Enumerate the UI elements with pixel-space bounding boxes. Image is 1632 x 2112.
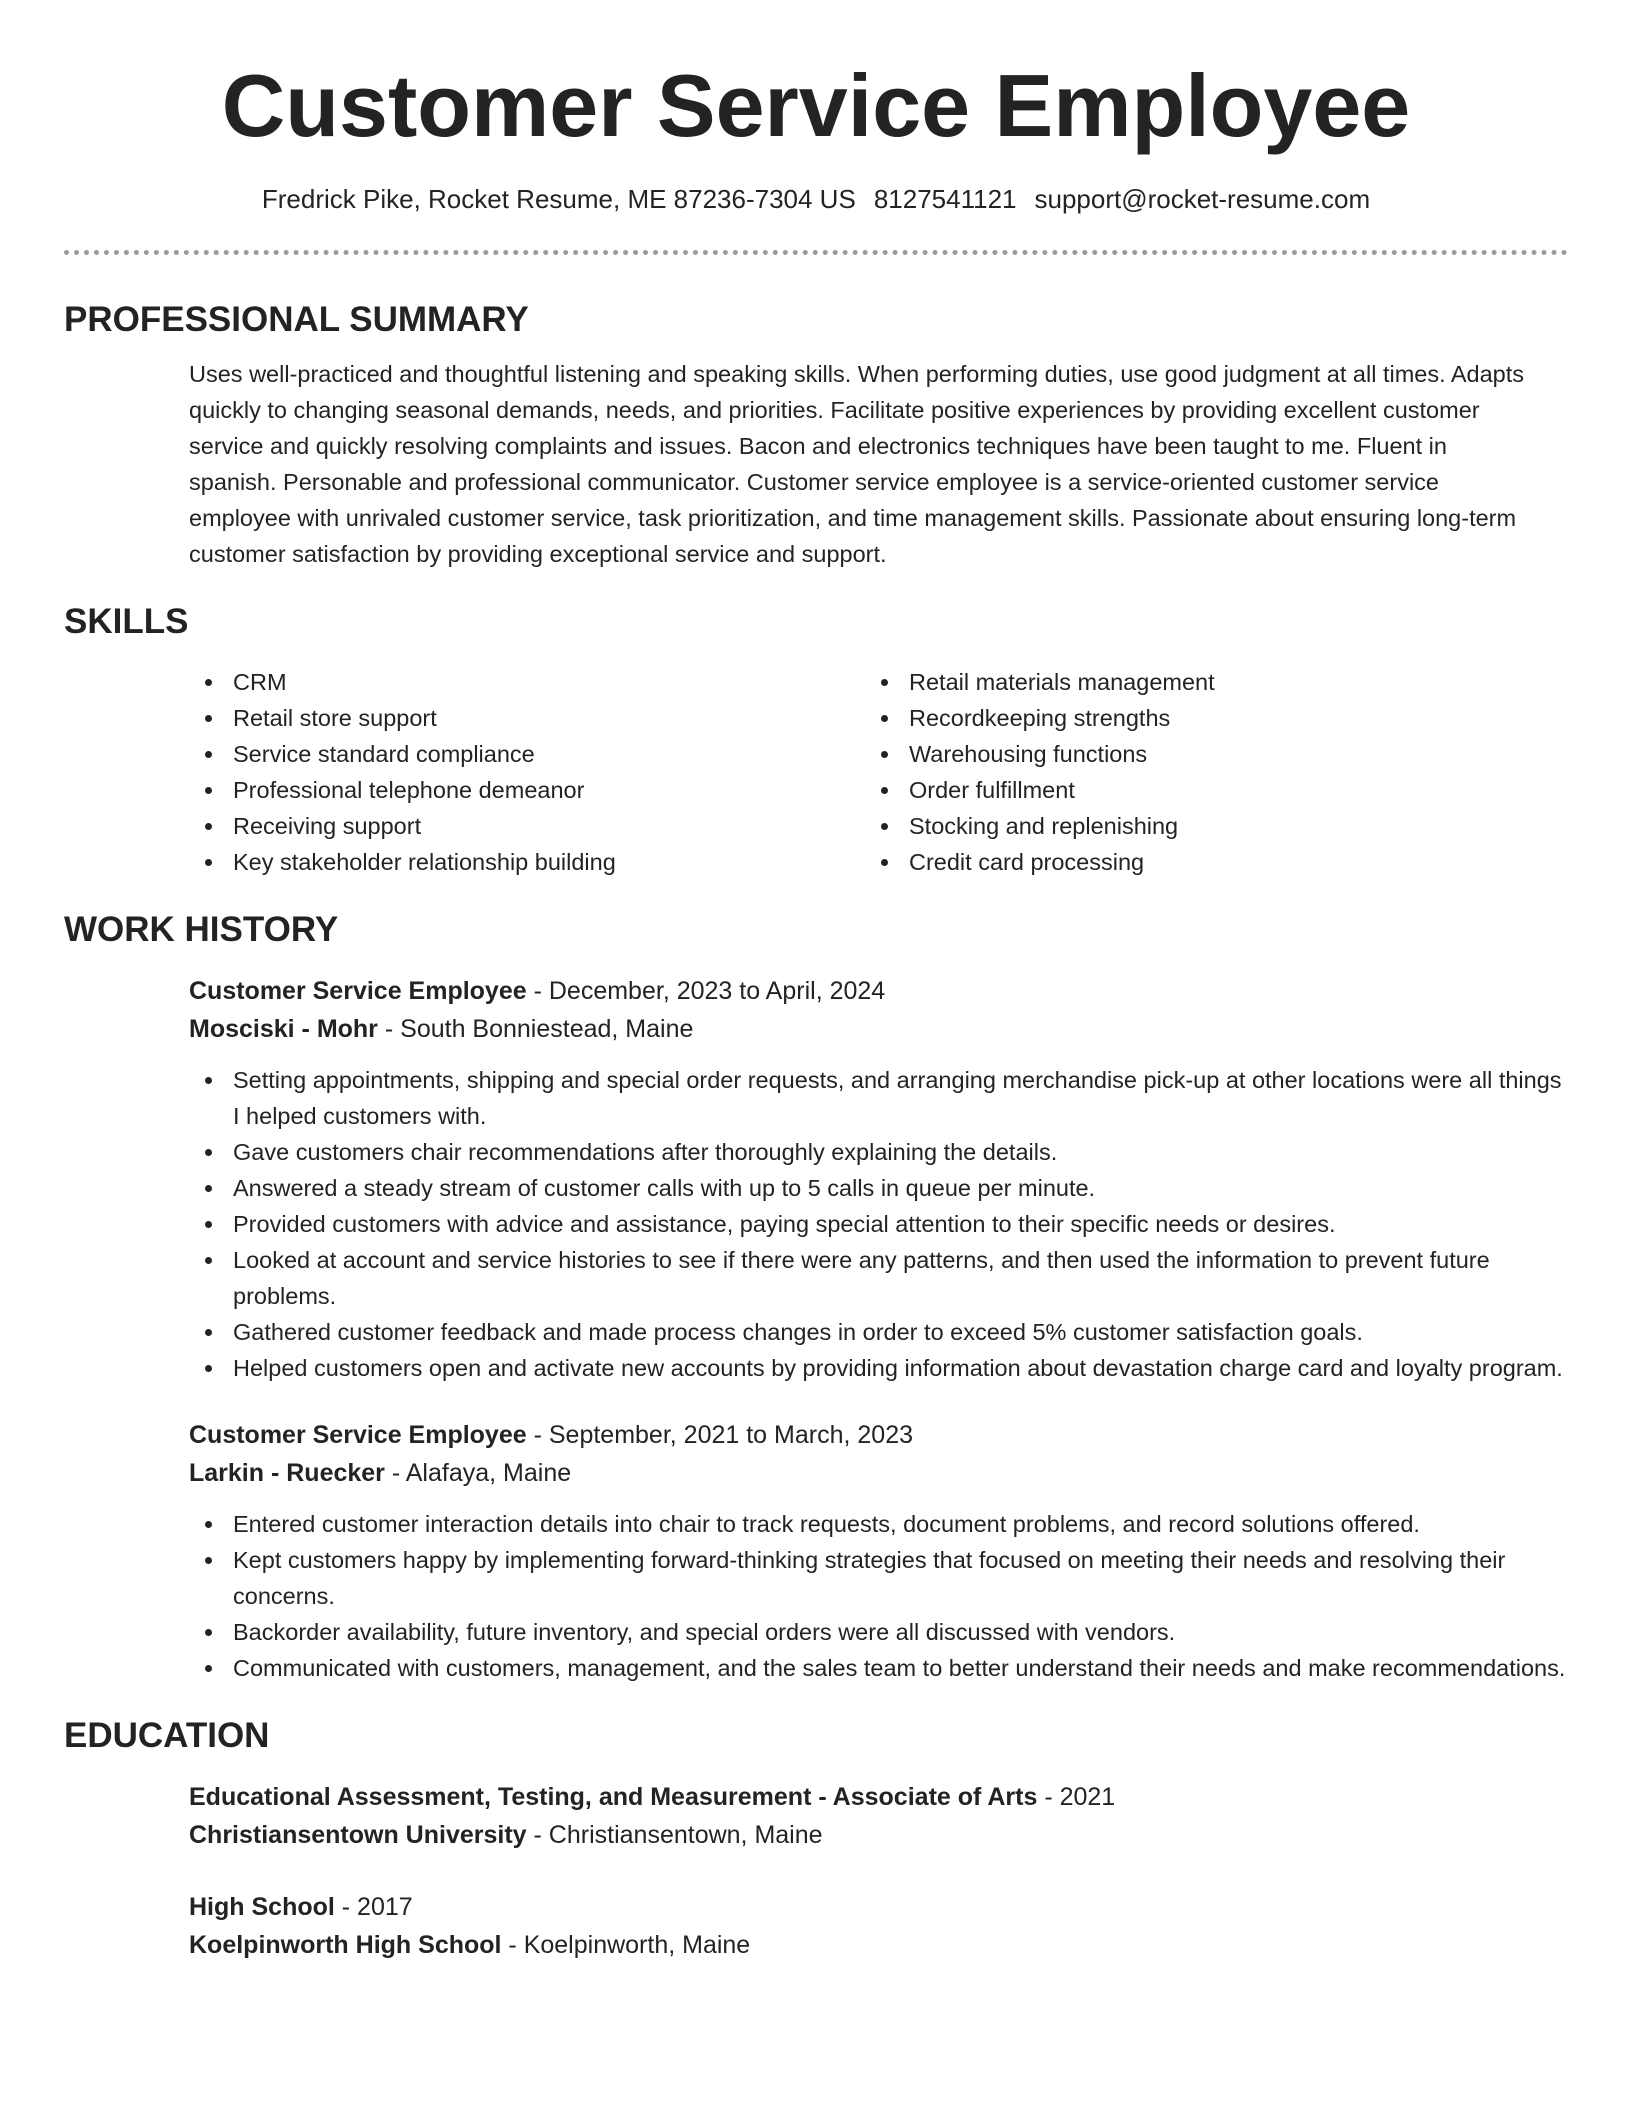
job-company: Mosciski - Mohr bbox=[189, 1015, 378, 1043]
education-location: - Koelpinworth, Maine bbox=[501, 1931, 751, 1959]
job-bullets bbox=[189, 1506, 1568, 1686]
skills-heading: SKILLS bbox=[64, 602, 189, 641]
job-title-line bbox=[189, 972, 1568, 1010]
education-entry bbox=[189, 1778, 1568, 1854]
job-role: Customer Service Employee bbox=[189, 977, 527, 1005]
job-dates: - December, 2023 to April, 2024 bbox=[526, 977, 886, 1005]
education-school-line bbox=[189, 1926, 1568, 1964]
candidate-title: Customer Service Employee bbox=[221, 56, 1411, 155]
job-bullet: Looked at account and service histories to see if there were any patterns, and then used the information to prevent future problems. bbox=[189, 1242, 1568, 1314]
job-location: - South Bonniestead, Maine bbox=[377, 1015, 694, 1043]
skill-item: Receiving support bbox=[189, 808, 865, 844]
contact-email: support@rocket-resume.com bbox=[1034, 184, 1371, 214]
job-bullet: Gathered customer feedback and made process changes in order to exceed 5% customer satisfaction goals. bbox=[189, 1314, 1568, 1350]
skill-item: Order fulfillment bbox=[865, 772, 1541, 808]
job-bullet: Provided customers with advice and assistance, paying special attention to their specific needs or desires. bbox=[189, 1206, 1568, 1242]
job-company-line bbox=[189, 1010, 1568, 1048]
job-entry bbox=[189, 972, 1568, 1386]
education-heading: EDUCATION bbox=[64, 1716, 270, 1755]
education-location: - Christiansentown, Maine bbox=[526, 1821, 823, 1849]
resume-page bbox=[64, 0, 1568, 1964]
job-company-line bbox=[189, 1454, 1568, 1492]
education-school: Koelpinworth High School bbox=[189, 1931, 502, 1959]
job-bullet: Gave customers chair recommendations after thoroughly explaining the details. bbox=[189, 1134, 1568, 1170]
contact-phone: 8127541121 bbox=[873, 184, 1017, 214]
contact-line bbox=[64, 182, 1568, 216]
job-role: Customer Service Employee bbox=[189, 1421, 527, 1449]
job-bullet: Entered customer interaction details into chair to track requests, document problems, and record solutions offered. bbox=[189, 1506, 1568, 1542]
work-heading: WORK HISTORY bbox=[64, 910, 339, 949]
skill-item: Stocking and replenishing bbox=[865, 808, 1541, 844]
education-year: - 2021 bbox=[1037, 1783, 1116, 1811]
job-bullets bbox=[189, 1062, 1568, 1386]
skill-item: CRM bbox=[189, 664, 865, 700]
header-divider bbox=[64, 250, 1568, 255]
skill-item: Service standard compliance bbox=[189, 736, 865, 772]
skill-item: Warehousing functions bbox=[865, 736, 1541, 772]
job-entry bbox=[189, 1416, 1568, 1686]
education-degree-line bbox=[189, 1888, 1568, 1926]
contact-address: Fredrick Pike, Rocket Resume, ME 87236-7304 US bbox=[261, 184, 856, 214]
job-title-line bbox=[189, 1416, 1568, 1454]
job-bullet: Setting appointments, shipping and special order requests, and arranging merchandise pick-up at other locations were all things I helped customers with. bbox=[189, 1062, 1568, 1134]
job-bullet: Backorder availability, future inventory, and special orders were all discussed with vendors. bbox=[189, 1614, 1568, 1650]
job-bullet: Kept customers happy by implementing forward-thinking strategies that focused on meeting their needs and resolving their concerns. bbox=[189, 1542, 1568, 1614]
skill-item: Key stakeholder relationship building bbox=[189, 844, 865, 880]
skill-item: Retail materials management bbox=[865, 664, 1541, 700]
summary-heading: PROFESSIONAL SUMMARY bbox=[64, 300, 529, 339]
skill-item: Recordkeeping strengths bbox=[865, 700, 1541, 736]
skills-column-left bbox=[189, 664, 865, 880]
job-bullet: Communicated with customers, management, and the sales team to better understand their needs and make recommendations. bbox=[189, 1650, 1568, 1686]
job-location: - Alafaya, Maine bbox=[384, 1459, 572, 1487]
education-school-line bbox=[189, 1816, 1568, 1854]
skill-item: Retail store support bbox=[189, 700, 865, 736]
skills-list bbox=[189, 664, 1568, 880]
education-degree-line bbox=[189, 1778, 1568, 1816]
job-company: Larkin - Ruecker bbox=[189, 1459, 385, 1487]
job-bullet: Helped customers open and activate new accounts by providing information about devastation charge card and loyalty program. bbox=[189, 1350, 1568, 1386]
job-bullet: Answered a steady stream of customer calls with up to 5 calls in queue per minute. bbox=[189, 1170, 1568, 1206]
skill-item: Credit card processing bbox=[865, 844, 1541, 880]
education-school: Christiansentown University bbox=[189, 1821, 527, 1849]
skill-item: Professional telephone demeanor bbox=[189, 772, 865, 808]
education-degree: High School bbox=[189, 1893, 335, 1921]
job-dates: - September, 2021 to March, 2023 bbox=[526, 1421, 913, 1449]
education-degree: Educational Assessment, Testing, and Measurement - Associate of Arts bbox=[189, 1783, 1038, 1811]
summary-text: Uses well-practiced and thoughtful listening and speaking skills. When performing duties, use good judgment at all times. Adapts quickly to changing seasonal demands, needs, and priorities. Facilitate positive experiences by providing excellent customer service and quickly resolving complaints and issues. Bacon and electronics techniques have been taught to me. Fluent in spanish. Personable and professional communicator. Customer service employee is a service-oriented customer service employee with unrivaled customer service, task prioritization, and time management skills. Passionate about ensuring long-term customer satisfaction by providing exceptional service and support. bbox=[189, 361, 1525, 567]
education-entry bbox=[189, 1888, 1568, 1964]
education-year: - 2017 bbox=[334, 1893, 413, 1921]
skills-column-right bbox=[865, 664, 1541, 880]
